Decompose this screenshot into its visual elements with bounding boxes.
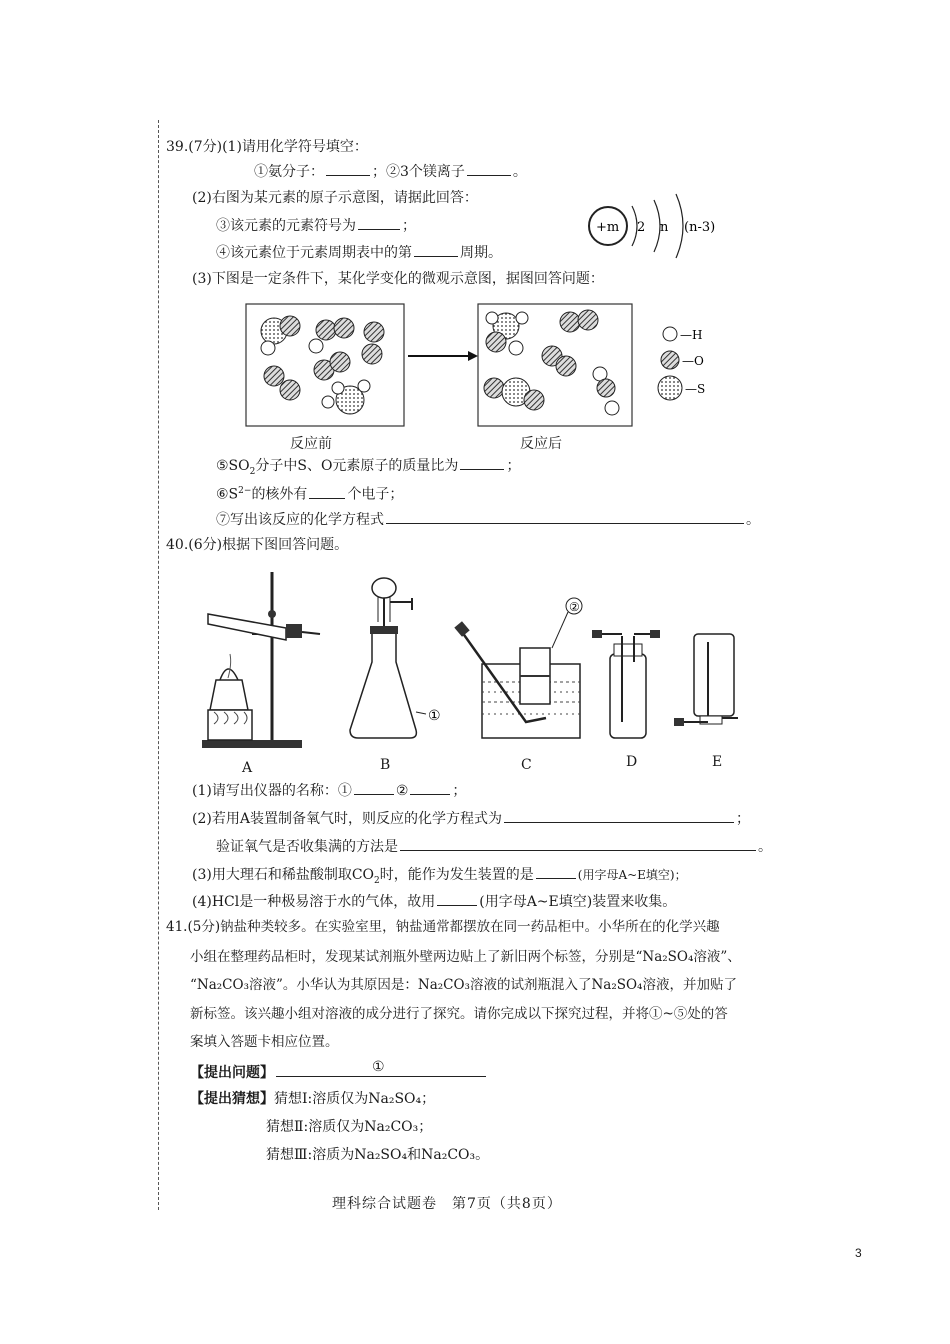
shell-3-count: (n-3) (684, 220, 716, 235)
shell-1-count: 2 (637, 220, 646, 235)
q39-l3end: ； (402, 218, 416, 234)
q41-line2: 小组在整理药品柜时，发现某试剂瓶外壁两边贴上了新旧两个标签，分别是“Na₂SO₄溶液”、 (190, 949, 741, 965)
q41-line5: 案填入答题卡相应位置。 (190, 1034, 339, 1050)
apparatus-d (592, 630, 660, 738)
answer-blank[interactable] (400, 836, 756, 851)
q39-l7end: 。 (746, 512, 760, 528)
q39-line1 (254, 161, 527, 181)
q40-p1end: ； (452, 783, 467, 799)
q39-l5a: ⑤SO (216, 458, 250, 474)
apparatus-a (202, 572, 320, 748)
label-b: B (380, 757, 391, 773)
q40-p3c: (用字母A~E填空)； (577, 868, 687, 882)
label-mark-2: ② (569, 600, 580, 614)
reaction-micro-diagram (240, 296, 730, 436)
lab-apparatus-diagram (190, 562, 760, 762)
after-molecules (484, 310, 619, 415)
q40-p2: (2)若用A装置制备氧气时，则反应的化学方程式为 (192, 811, 502, 827)
binding-margin-line (158, 120, 159, 1210)
atom-structure-diagram (580, 188, 740, 268)
q39-l3: ③该元素的元素符号为 (216, 218, 356, 234)
sulfur-atom-icon (658, 376, 682, 400)
q39-part3: (3)下图是一定条件下，某化学变化的微观示意图，据图回答问题： (192, 271, 604, 287)
answer-blank[interactable] (386, 509, 744, 524)
hypothesis-3: 猜想Ⅲ:溶质为Na₂SO₄和Na₂CO₃。 (266, 1147, 490, 1163)
answer-blank[interactable] (460, 455, 504, 470)
q39-l5b: 分子中S、O元素原子的质量比为 (255, 458, 459, 474)
label-d: D (626, 754, 638, 770)
caption-before: 反应前 (290, 436, 332, 452)
q39-l6a: ⑥S (216, 486, 239, 503)
q39-l6c: 个电子； (347, 486, 404, 503)
q40-part2 (192, 808, 750, 828)
q40-p2end: ； (735, 811, 750, 827)
answer-blank[interactable] (410, 780, 450, 795)
q39-l4a: ④该元素位于元素周期表中的第 (216, 245, 412, 261)
legend-s: —S (685, 382, 706, 396)
caption-after: 反应后 (520, 436, 562, 452)
q40-p2b: 验证氧气是否收集满的方法是 (216, 839, 398, 855)
q41-line3: “Na₂CO₃溶液”。小华认为其原因是：Na₂CO₃溶液的试剂瓶混入了Na₂SO₄溶液，并加贴了 (190, 977, 737, 993)
apparatus-e (674, 634, 738, 726)
q39-line7 (216, 509, 760, 529)
q40-p4a: (4)HCl是一种极易溶于水的气体，故用 (192, 894, 436, 910)
hypothesis-label: 【提出猜想】 (190, 1091, 274, 1107)
label-mark-1: ① (428, 708, 441, 724)
answer-blank[interactable] (309, 484, 345, 499)
question-label: 【提出问题】 (190, 1065, 274, 1081)
answer-blank[interactable] (276, 1059, 486, 1077)
answer-blank[interactable] (358, 215, 400, 230)
q39-l6b: 的核外有 (251, 486, 308, 503)
hypothesis-1: 猜想Ⅰ:溶质仅为Na₂SO₄； (274, 1091, 436, 1107)
label-c: C (521, 757, 532, 773)
legend (658, 327, 705, 400)
q40-part1 (192, 780, 466, 800)
label-a: A (242, 760, 253, 776)
answer-blank[interactable] (504, 808, 734, 823)
answer-blank[interactable] (437, 891, 477, 906)
q39-l7: ⑦写出该反应的化学方程式 (216, 512, 384, 528)
q41-question-row (190, 1059, 488, 1082)
hypothesis-2: 猜想Ⅱ:溶质仅为Na₂CO₃； (266, 1119, 433, 1135)
q39-part2: (2)右图为某元素的原子示意图，请据此回答： (192, 190, 478, 206)
q39-line6 (216, 482, 403, 504)
q39-line5 (216, 455, 520, 481)
answer-blank[interactable] (414, 242, 458, 257)
arrow-head (468, 351, 478, 361)
q39-l5sub: 2 (249, 466, 256, 477)
legend-o: —O (682, 354, 704, 368)
label-e: E (712, 754, 723, 770)
answer-blank[interactable] (536, 864, 576, 879)
q40-part2b (216, 836, 772, 856)
q40-part3 (192, 864, 687, 890)
q40-p3b: 时，能作为发生装置的是 (379, 867, 534, 883)
q41-line4: 新标签。该兴趣小组对溶液的成分进行了探究。请你完成以下探究过程，并将①~⑤处的答 (190, 1006, 728, 1022)
q40-p4b: (用字母A~E填空)装置来收集。 (479, 894, 677, 910)
q39-heading: 39.(7分)(1)请用化学符号填空： (166, 139, 368, 155)
hydrogen-atom-icon (663, 327, 677, 341)
q39-line4 (216, 242, 502, 262)
page-footer: 理科综合试题卷 第7页（共8页） (332, 1196, 562, 1212)
q39-line3 (216, 215, 416, 235)
q41-line1: 41.(5分)钠盐种类较多。在实验室里，钠盐通常都摆放在同一药品柜中。小华所在的化学兴趣 (166, 919, 720, 935)
q40-p2bend: 。 (758, 839, 772, 855)
oxygen-atom-icon (661, 351, 679, 369)
q39-l6sup: 2− (238, 486, 252, 496)
q40-part4 (192, 891, 676, 911)
q39-l5end: ； (506, 458, 521, 474)
answer-blank[interactable] (326, 161, 370, 176)
apparatus-c (454, 598, 582, 738)
answer-blank[interactable] (467, 161, 511, 176)
q41-hypothesis-row (190, 1090, 435, 1108)
q40-p1b: ② (395, 783, 409, 799)
nucleus-charge: +m (596, 220, 620, 235)
q40-heading: 40.(6分)根据下图回答问题。 (166, 537, 349, 553)
answer-blank[interactable] (354, 780, 394, 795)
shell-arc (676, 194, 683, 258)
q40-p1a: (1)请写出仪器的名称：① (192, 783, 352, 799)
q40-p3a: (3)用大理石和稀盐酸制取CO (192, 867, 375, 883)
question-mark: ① (372, 1059, 385, 1075)
q39-l1a: ①氨分子： (254, 164, 324, 180)
before-molecules (261, 316, 384, 414)
page-number: 3 (855, 1246, 862, 1260)
legend-h: —H (680, 328, 703, 342)
q39-l1end: 。 (512, 164, 527, 180)
q39-l4b: 周期。 (460, 245, 502, 261)
q40-p3sub: 2 (374, 875, 380, 886)
apparatus-b (350, 578, 441, 738)
shell-2-count: n (660, 220, 669, 235)
q39-l1b: ；②3个镁离子 (372, 164, 465, 180)
